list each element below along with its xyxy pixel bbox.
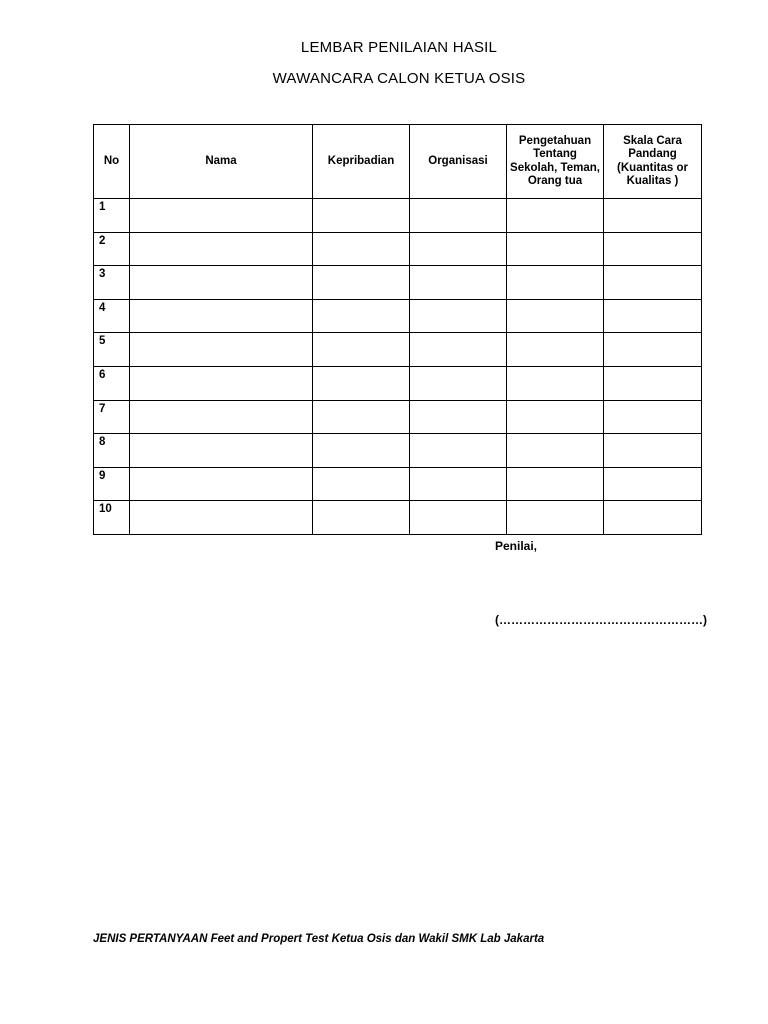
table-row [94, 467, 702, 501]
organisasi-cell[interactable] [410, 199, 507, 233]
organisasi-cell[interactable] [410, 501, 507, 535]
pengetahuan-cell[interactable] [507, 467, 604, 501]
nama-cell[interactable] [130, 434, 313, 468]
kepribadian-cell[interactable] [313, 333, 410, 367]
organisasi-cell[interactable] [410, 333, 507, 367]
organisasi-cell[interactable] [410, 266, 507, 300]
nama-cell[interactable] [130, 266, 313, 300]
kepribadian-cell[interactable] [313, 299, 410, 333]
organisasi-cell[interactable] [410, 400, 507, 434]
skala-cell[interactable] [604, 299, 702, 333]
organisasi-cell[interactable] [410, 232, 507, 266]
row-number: 9 [94, 467, 130, 501]
header-pengetahuan: Pengetahuan Tentang Sekolah, Teman, Orang tua [507, 125, 604, 199]
row-number: 4 [94, 299, 130, 333]
kepribadian-cell[interactable] [313, 199, 410, 233]
table-row [94, 400, 702, 434]
table-row [94, 333, 702, 367]
signature-line: (……………………………………………) [495, 613, 707, 627]
header-skala: Skala Cara Pandang (Kuantitas or Kualitas ) [604, 125, 702, 199]
organisasi-cell[interactable] [410, 434, 507, 468]
organisasi-cell[interactable] [410, 366, 507, 400]
row-number: 10 [94, 501, 130, 535]
table-body [94, 199, 702, 535]
pengetahuan-cell[interactable] [507, 333, 604, 367]
header-no: No [94, 125, 130, 199]
pengetahuan-cell[interactable] [507, 299, 604, 333]
skala-cell[interactable] [604, 434, 702, 468]
skala-cell[interactable] [604, 501, 702, 535]
kepribadian-cell[interactable] [313, 400, 410, 434]
skala-cell[interactable] [604, 333, 702, 367]
kepribadian-cell[interactable] [313, 266, 410, 300]
organisasi-cell[interactable] [410, 467, 507, 501]
header-organisasi: Organisasi [410, 125, 507, 199]
document-title: LEMBAR PENILAIAN HASIL [300, 39, 498, 56]
row-number: 5 [94, 333, 130, 367]
kepribadian-cell[interactable] [313, 467, 410, 501]
kepribadian-cell[interactable] [313, 501, 410, 535]
row-number: 2 [94, 232, 130, 266]
row-number: 1 [94, 199, 130, 233]
kepribadian-cell[interactable] [313, 434, 410, 468]
header-nama: Nama [130, 125, 313, 199]
table-row [94, 501, 702, 535]
pengetahuan-cell[interactable] [507, 232, 604, 266]
row-number: 8 [94, 434, 130, 468]
nama-cell[interactable] [130, 400, 313, 434]
pengetahuan-cell[interactable] [507, 434, 604, 468]
table-row [94, 199, 702, 233]
kepribadian-cell[interactable] [313, 232, 410, 266]
row-number: 7 [94, 400, 130, 434]
pengetahuan-cell[interactable] [507, 266, 604, 300]
table-row [94, 366, 702, 400]
nama-cell[interactable] [130, 232, 313, 266]
nama-cell[interactable] [130, 199, 313, 233]
nama-cell[interactable] [130, 501, 313, 535]
table-header-row [94, 125, 702, 199]
skala-cell[interactable] [604, 266, 702, 300]
row-number: 6 [94, 366, 130, 400]
nama-cell[interactable] [130, 366, 313, 400]
signature-label: Penilai, [495, 539, 538, 553]
skala-cell[interactable] [604, 400, 702, 434]
nama-cell[interactable] [130, 333, 313, 367]
pengetahuan-cell[interactable] [507, 366, 604, 400]
assessment-table [93, 124, 702, 535]
document-subtitle: WAWANCARA CALON KETUA OSIS [272, 70, 526, 87]
table-row [94, 232, 702, 266]
pengetahuan-cell[interactable] [507, 199, 604, 233]
table-row [94, 299, 702, 333]
kepribadian-cell[interactable] [313, 366, 410, 400]
organisasi-cell[interactable] [410, 299, 507, 333]
skala-cell[interactable] [604, 199, 702, 233]
header-kepribadian: Kepribadian [313, 125, 410, 199]
row-number: 3 [94, 266, 130, 300]
table-row [94, 266, 702, 300]
nama-cell[interactable] [130, 467, 313, 501]
skala-cell[interactable] [604, 232, 702, 266]
table-row [94, 434, 702, 468]
footer-note: JENIS PERTANYAAN Feet and Propert Test Ketua Osis dan Wakil SMK Lab Jakarta [93, 933, 545, 945]
pengetahuan-cell[interactable] [507, 501, 604, 535]
skala-cell[interactable] [604, 467, 702, 501]
skala-cell[interactable] [604, 366, 702, 400]
pengetahuan-cell[interactable] [507, 400, 604, 434]
nama-cell[interactable] [130, 299, 313, 333]
